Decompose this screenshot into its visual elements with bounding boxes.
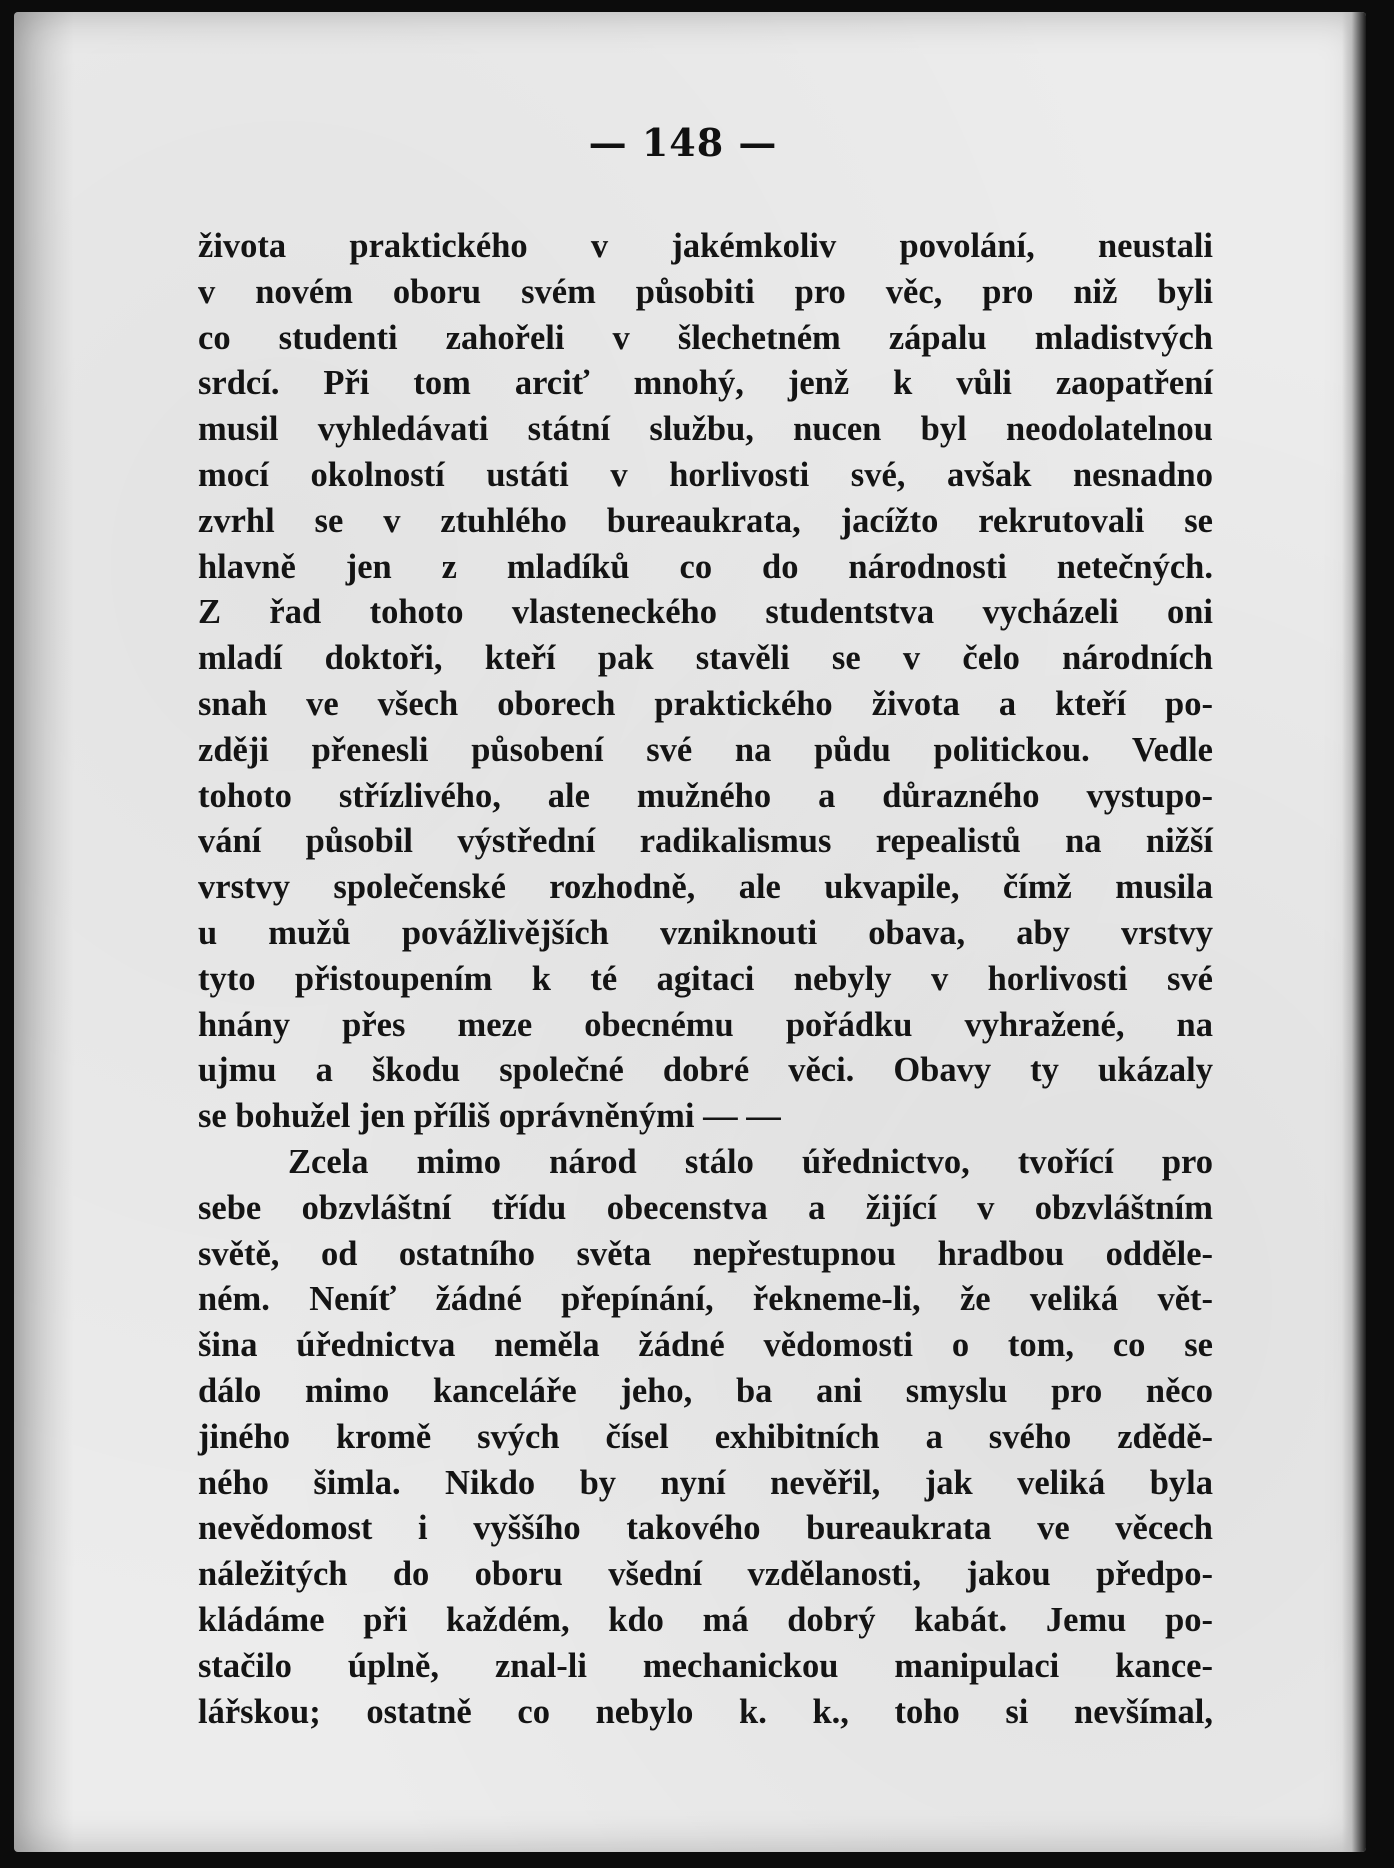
text-line: nevědomost i vyššího takového bureaukrata ve věcech — [198, 1509, 1213, 1548]
text-line: vání působil výstřední radikalismus repealistů na nižší — [198, 822, 1213, 861]
page-number: — 148 — — [588, 120, 778, 165]
page-right-edge — [1342, 12, 1366, 1852]
text-line: zvrhl se v ztuhlého bureaukrata, jacížto rekrutovali se — [198, 501, 1213, 540]
text-line: ném. Neníť žádné přepínání, řekneme-li, že veliká vět- — [198, 1280, 1213, 1319]
text-line: hnány přes meze obecnému pořádku vyhražené, na — [198, 1005, 1213, 1044]
text-line: světě, od ostatního světa nepřestupnou hradbou odděle- — [198, 1234, 1213, 1273]
text-line: ujmu a škodu společné dobré věci. Obavy ty ukázaly — [198, 1051, 1213, 1090]
page-spine-shadow — [14, 12, 74, 1852]
text-line: musil vyhledávati státní službu, nucen byl neodolatelnou — [198, 410, 1213, 449]
text-line: šina úřednictva neměla žádné vědomosti o tom, co se — [198, 1326, 1213, 1365]
text-line: srdcí. Při tom arciť mnohý, jenž k vůli zaopatření — [198, 364, 1213, 403]
text-line: ného šimla. Nikdo by nyní nevěřil, jak veliká byla — [198, 1463, 1213, 1502]
text-line: Zcela mimo národ stálo úřednictvo, tvořící pro — [288, 1142, 1213, 1181]
body-text — [198, 224, 1213, 1735]
text-line: tyto přistoupením k té agitaci nebyly v horlivosti své — [198, 959, 1213, 998]
text-line: kládáme při každém, kdo má dobrý kabát. Jemu po- — [198, 1600, 1213, 1639]
text-line: lářskou; ostatně co nebylo k. k., toho si nevšímal, — [198, 1692, 1213, 1731]
text-line: mocí okolností ustáti v horlivosti své, avšak nesnadno — [198, 455, 1213, 494]
text-line: zději přenesli působení své na půdu politickou. Vedle — [198, 730, 1213, 769]
text-line: hlavně jen z mladíků co do národnosti netečných. — [198, 547, 1213, 586]
text-line: v novém oboru svém působiti pro věc, pro niž byli — [198, 272, 1213, 311]
text-line: vrstvy společenské rozhodně, ale ukvapile, čímž musila — [198, 868, 1213, 907]
text-line: snah ve všech oborech praktického života a kteří po- — [198, 684, 1213, 723]
text-line: tohoto střízlivého, ale mužného a důrazného vystupo- — [198, 776, 1213, 815]
text-line: náležitých do oboru všední vzdělanosti, jakou předpo- — [198, 1555, 1213, 1594]
text-line: mladí doktoři, kteří pak stavěli se v čelo národních — [198, 639, 1213, 678]
text-line: u mužů povážlivějších vzniknouti obava, aby vrstvy — [198, 913, 1213, 952]
text-line: se bohužel jen příliš oprávněnými — — — [198, 1097, 781, 1136]
text-line: Z řad tohoto vlasteneckého studentstva vycházeli oni — [198, 593, 1213, 632]
text-line: dálo mimo kanceláře jeho, ba ani smyslu pro něco — [198, 1371, 1213, 1410]
text-line: života praktického v jakémkoliv povolání, neustali — [198, 227, 1213, 265]
text-line: jiného kromě svých čísel exhibitních a svého zdědě- — [198, 1417, 1213, 1456]
text-line: sebe obzvláštní třídu obecenstva a žijící v obzvláštním — [198, 1188, 1213, 1227]
text-line: stačilo úplně, znal-li mechanickou manipulaci kance- — [198, 1646, 1213, 1685]
text-line: co studenti zahořeli v šlechetném zápalu mladistvých — [198, 318, 1213, 357]
